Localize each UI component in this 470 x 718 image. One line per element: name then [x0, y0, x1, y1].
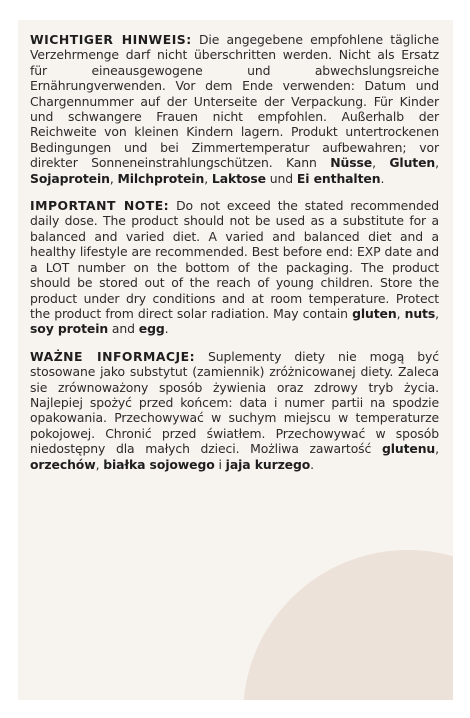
- german-allergen-gluten: Gluten: [389, 155, 436, 171]
- separator: ,: [435, 305, 439, 321]
- period: .: [164, 321, 169, 337]
- separator: ,: [95, 456, 104, 472]
- german-allergen-egg: Ei enthalten: [296, 170, 381, 186]
- decorative-swoosh: [243, 550, 453, 700]
- period: .: [310, 456, 315, 472]
- german-allergen-lactose: Laktose: [211, 170, 266, 186]
- separator: ,: [435, 441, 439, 457]
- polish-allergen-gluten: glutenu: [381, 441, 436, 457]
- german-allergen-nuts: Nüsse: [330, 155, 373, 171]
- english-heading: IMPORTANT NOTE:: [30, 198, 170, 214]
- german-allergen-milk: Milchprotein: [117, 170, 205, 186]
- polish-notice: [30, 349, 439, 472]
- english-body: Do not exceed the stated recommended daily dose. The product should not be used as a substitute for a balanced and varied diet. A varied and balanced diet and a healthy lifestyle are recommended. Best before end: EXP date and a LOT number on the bottom of the packaging. The product should be stored out of the reach of young children. Store the product under dry conditions and at room temperature. Protect the product from direct solar radiation. May contain: [30, 198, 439, 321]
- english-allergen-soy: soy protein: [30, 321, 109, 337]
- english-allergen-nuts: nuts: [404, 305, 436, 321]
- polish-allergen-soy: białka sojowego: [103, 456, 215, 472]
- german-heading: WICHTIGER HINWEIS:: [30, 32, 192, 47]
- german-body: Die angegebene empfohlene tägliche Verzehrmenge darf nicht überschritten werden. Nicht als Ersatz für eineausgewogene und abwechslungsreiche Ernährungverwenden. Vor dem Ende verwenden: Datum und Chargennummer auf der Unterseite der Verpackung. Für Kinder und schwangere Frauen nicht empfohlen. Außerhalb der Reichweite von kleinen Kindern lagern. Produkt untertrockenen Bedingungen und bei Zimmertemperatur aufbewahren; vor direkter Sonneneinstrahlungschützen. Kann: [30, 32, 439, 171]
- separator: ,: [396, 305, 405, 321]
- separator: und: [265, 170, 297, 186]
- english-notice: [30, 198, 439, 337]
- english-allergen-egg: egg: [138, 321, 165, 337]
- separator: ,: [435, 155, 439, 171]
- period: .: [380, 170, 385, 186]
- german-allergen-soy: Sojaprotein: [30, 170, 110, 186]
- polish-body: Suplementy diety nie mogą być stosowane jako substytut (zamiennik) zróżnicowanej diety. Zaleca sie zrównoważony sposób żywienia oraz zdrowy tryb życia. Najlepiej spożyć przed końcem: data i numer partii na spodzie opakowania. Przechowywać w suchym miejscu w temperaturze pokojowej. Chronić przed światłem. Przechowywać w sposób niedostępny dla małych dzieci. Możliwa zawartość: [30, 348, 439, 457]
- separator: i: [214, 456, 226, 472]
- separator: ,: [372, 155, 390, 171]
- separator: and: [108, 321, 139, 337]
- german-notice: [30, 32, 439, 186]
- english-allergen-gluten: gluten: [352, 305, 397, 321]
- separator: ,: [204, 170, 212, 186]
- polish-heading: WAŻNE INFORMACJE:: [30, 348, 196, 364]
- polish-allergen-egg: jaja kurzego: [225, 456, 311, 472]
- separator: ,: [109, 170, 118, 186]
- polish-allergen-nuts: orzechów: [30, 456, 96, 472]
- warning-text: [30, 32, 439, 484]
- label-panel: [18, 20, 453, 700]
